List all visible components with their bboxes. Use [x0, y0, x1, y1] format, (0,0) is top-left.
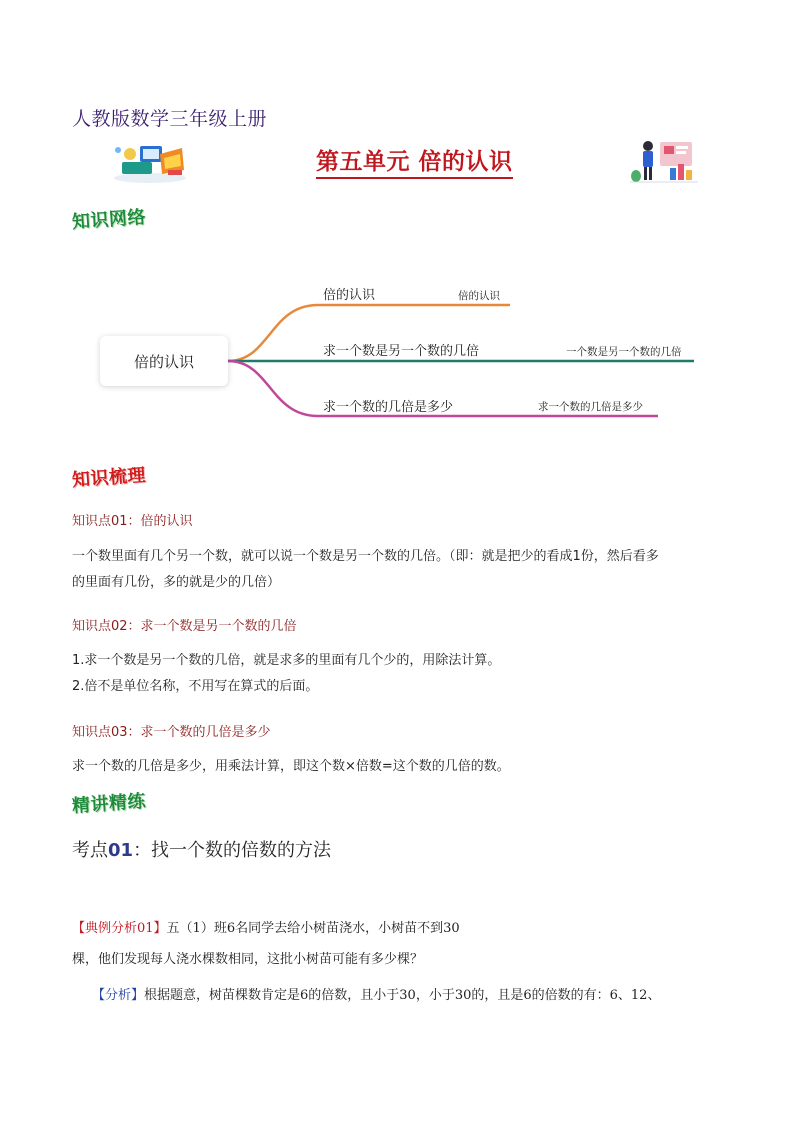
exam-point-prefix: 考点 — [72, 840, 108, 861]
knowledge-point-2-heading: 知识点02：求一个数是另一个数的几倍 — [72, 619, 297, 634]
mindmap-branch-label-2: 求一个数是另一个数的几倍 — [323, 344, 480, 359]
mindmap-root-node — [100, 336, 228, 386]
mindmap-branch-label-1: 倍的认识 — [323, 288, 376, 303]
knowledge-point-3-line-1: 求一个数的几倍是多少，用乘法计算，即这个数×倍数=这个数的几倍的数。 — [72, 759, 510, 774]
mindmap-branch-label-3: 求一个数的几倍是多少 — [323, 400, 454, 415]
section-title-network: 知识网络 — [71, 206, 147, 233]
analysis-line — [92, 984, 660, 1003]
knowledge-point-2-line-2: 2.倍不是单位名称，不用写在算式的后面。 — [72, 679, 319, 694]
knowledge-point-2-body — [72, 648, 722, 700]
knowledge-point-1-body — [72, 544, 722, 596]
example-line-2: 棵，他们发现每人浇水棵数相同，这批小树苗可能有多少棵？ — [72, 952, 424, 967]
exam-point-rest: ：找一个数的倍数的方法 — [133, 840, 332, 861]
knowledge-point-1-line-2: 的里面有几份，多的就是少的几倍） — [72, 575, 281, 590]
mindmap-branch-sub-3: 求一个数的几倍是多少 — [538, 401, 643, 413]
example-line-1 — [72, 917, 460, 936]
book-title: 人教版数学三年级上册 — [72, 108, 268, 130]
knowledge-point-3-heading: 知识点03：求一个数的几倍是多少 — [72, 725, 271, 740]
example-text-1: 五（1）班6名同学去给小树苗浇水，小树苗不到30 — [166, 921, 460, 936]
knowledge-point-2-line-1: 1.求一个数是另一个数的几倍，就是求多的里面有几个少的，用除法计算。 — [72, 653, 501, 668]
analysis-tag: 【分析】 — [92, 988, 145, 1003]
knowledge-point-1-line-1: 一个数里面有几个另一个数，就可以说一个数是另一个数的几倍。（即：就是把少的看成1份，然后看多 — [72, 549, 659, 564]
exam-point-number: 01 — [108, 840, 134, 861]
analysis-text: 根据题意，树苗棵数肯定是6的倍数，且小于30，小于30的，且是6的倍数的有：6、12、 — [144, 988, 661, 1003]
section-title-summary: 知识梳理 — [71, 464, 147, 491]
mindmap-root-label: 倍的认识 — [133, 352, 194, 371]
example-tag: 【典例分析01】 — [72, 921, 167, 936]
exam-point-title — [72, 836, 331, 862]
mindmap-branch-sub-1: 倍的认识 — [458, 290, 500, 302]
knowledge-point-1-heading: 知识点01：倍的认识 — [72, 514, 193, 529]
section-title-practice: 精讲精练 — [71, 790, 147, 817]
mindmap-branch-sub-2: 一个数是另一个数的几倍 — [566, 346, 682, 358]
knowledge-point-3-body — [72, 754, 722, 780]
unit-title: 第五单元 倍的认识 — [316, 143, 513, 179]
